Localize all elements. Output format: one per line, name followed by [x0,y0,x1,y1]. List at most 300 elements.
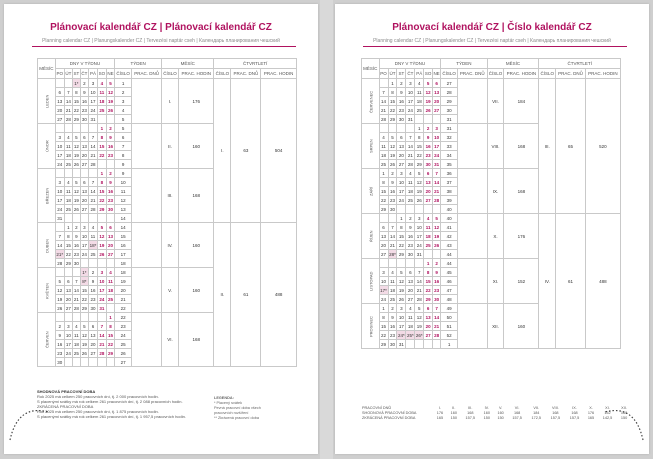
summary-value: 157,5 [465,415,476,420]
day-cell: 9 [406,223,415,232]
day-cell: 22 [99,197,105,203]
week-days [132,169,162,223]
calendar-table [37,58,297,367]
week-number: 20 [115,286,132,295]
day-cell [72,268,80,277]
header-month-summary: MĚSÍC [487,59,539,69]
subheader: ČÍSLO [539,69,556,79]
day-cell: 21 [73,296,79,302]
day-cell: 22 [389,107,395,113]
month-hours: 168 [178,313,214,367]
legend-line: S placenými svátky má rok celkem 261 pracovních dní, tj. 1 957,5 pracovních hodin. [37,414,186,419]
month-name: ČERVEN [38,313,56,367]
day-cell: 21 [99,341,105,347]
weekday-header: ČT [406,69,415,79]
day-cell: 11 [415,88,424,97]
month-hours: 160 [504,304,539,349]
day-cell [432,250,440,259]
day-cell: 14 [99,332,105,338]
day-cell: 29 [73,116,79,122]
summary-label: ZKRÁCENÁ PRACOVNÍ DOBA [362,415,416,420]
day-cell: 22 [398,242,404,248]
week-number: 45 [441,268,458,277]
summary-value: 150 [450,415,457,420]
day-cell [432,205,440,214]
subheader: ČÍSLO [115,69,132,79]
day-cell: 2 [72,223,80,232]
day-cell: 2 [80,79,88,88]
day-cell: 23 [389,332,395,338]
day-cell: 17 [99,287,105,293]
summary-value: 168 [552,410,559,415]
day-cell: 13 [55,97,64,106]
day-cell: 30 [389,206,395,212]
week-number: 9 [115,160,132,169]
header-week: TÝDEN [441,59,487,69]
week-number: 51 [441,322,458,331]
day-cell: 9 [424,133,433,142]
quarter-days: 65 [556,79,586,214]
week-days [132,313,162,367]
week-number: 41 [441,223,458,232]
day-cell: 4 [388,268,397,277]
day-cell [388,124,397,133]
month-hours: 176 [504,214,539,259]
day-cell [379,79,388,88]
day-cell: 20 [381,242,387,248]
month-name: SRPEN [362,124,380,169]
week-number: 26 [115,349,132,358]
day-cell: 31 [407,116,413,122]
week-number: 13 [115,205,132,214]
book-spine [320,0,333,459]
summary-value: 160 [620,410,628,415]
week-number: 12 [115,196,132,205]
day-cell: 29 [107,350,113,356]
summary-value: 157,5 [512,415,522,420]
day-cell [106,160,114,169]
day-cell: 8 [97,178,106,187]
day-cell: 16 [55,340,64,349]
day-cell: 1 [397,214,406,223]
day-cell: 16 [434,278,440,284]
day-cell: 29 [398,251,404,257]
day-cell: 4 [72,322,80,331]
day-cell: 9 [432,268,440,277]
summary-value: 172,5 [531,415,541,420]
summary-label: SHODNOVÁ PRACOVNÍ DOBA [362,410,417,415]
month-name: ZÁŘÍ [362,169,380,214]
week-number: 31 [441,115,458,124]
day-cell: 29 [65,260,71,266]
day-cell: 10 [81,233,87,239]
day-cell [72,313,80,322]
month-number: II. [162,124,179,169]
day-cell: 9 [388,313,397,322]
day-cell: 29 [81,305,87,311]
day-cell: 19 [73,152,79,158]
quarter-hours: 504 [261,79,297,223]
day-cell [55,223,64,232]
month-hours: 168 [504,124,539,169]
summary-value: XII. [621,405,627,410]
day-cell [88,259,97,268]
subheader: PRAC. HODIN [261,69,297,79]
week-number: 8 [115,151,132,160]
month-name: ŘÍJEN [362,214,380,259]
day-cell: 22 [99,152,105,158]
day-cell: 18 [389,287,395,293]
day-cell [64,124,72,133]
summary-value: I. [438,405,441,410]
day-cell: 23 [88,295,97,304]
day-cell: 9 [55,331,64,340]
day-cell: 6 [432,79,440,88]
weekday-header: PO [379,69,388,79]
day-cell [424,340,433,349]
day-cell: 11 [425,224,431,230]
day-cell: 1 [379,169,388,178]
day-cell: 2 [106,169,114,178]
day-cell: 23 [425,152,431,158]
day-cell: 31 [434,161,440,167]
subheader: ČÍSLO [441,69,458,79]
day-cell: 1 [106,313,114,322]
day-cell: 27 [65,305,71,311]
day-cell: 14 [88,142,97,151]
day-cell [55,79,64,88]
summary-value: III. [468,405,473,410]
week-days [132,124,162,169]
day-cell: 15 [73,98,79,104]
week-number: 24 [115,331,132,340]
legend-line: ZKRÁCENÁ PRACOVNÍ DOBA [37,404,94,409]
day-cell: 5 [415,304,424,313]
month-hours: 152 [504,259,539,304]
day-cell: 6 [397,133,406,142]
day-cell: 29 [416,161,422,167]
day-cell: 26 [73,206,79,212]
week-days [457,169,487,214]
day-cell: 28 [407,161,413,167]
day-cell: 16 [88,286,97,295]
week-number: 40 [441,205,458,214]
day-cell: 21 [88,196,97,205]
day-cell: 7 [415,268,424,277]
day-cell: 6 [64,277,72,286]
week-number: 47 [441,286,458,295]
day-cell: 10 [55,142,64,151]
month-hours: 160 [178,268,214,313]
day-cell: 3 [379,268,388,277]
day-cell: 16 [389,188,395,194]
weekday-header: PÁ [88,69,97,79]
day-cell: 14 [434,314,440,320]
day-cell: 14 [55,241,64,250]
day-cell [72,169,80,178]
day-cell [379,214,388,223]
weekday-header: PO [55,69,64,79]
day-cell: 13 [107,233,113,239]
day-cell: 16 [398,98,404,104]
day-cell: 20 [81,152,87,158]
day-cell: 23 [81,107,87,113]
day-cell: 3 [55,133,64,142]
week-number: 18 [115,268,132,277]
day-cell: 27 [381,251,387,257]
day-cell [106,214,114,223]
day-cell: 19 [398,287,404,293]
month-hours: 168 [178,169,214,223]
week-number: 32 [441,133,458,142]
day-cell: 25 [107,296,113,302]
day-cell: 3 [406,79,415,88]
day-cell [72,358,80,367]
day-cell: 27 [81,161,87,167]
week-days [457,304,487,349]
month-name: ÚNOR [38,124,56,169]
day-cell: 30 [398,116,404,122]
day-cell: 15 [65,242,71,248]
day-cell: 5 [424,79,433,88]
legend2-lines [214,401,309,421]
week-number: 36 [441,169,458,178]
week-number: 37 [441,178,458,187]
week-days [457,259,487,304]
day-cell [64,358,72,367]
day-cell: 3 [64,322,72,331]
day-cell: 13 [425,179,431,185]
month-name: ČERVENEC [362,79,380,124]
day-cell: 16 [73,242,79,248]
day-cell: 3 [415,214,424,223]
day-cell [424,250,433,259]
day-cell: 1 [97,124,106,133]
day-cell: 21 [434,323,440,329]
week-days [132,223,162,268]
day-cell: 19 [107,98,113,104]
day-cell [72,214,80,223]
day-cell: 17* [380,287,387,293]
day-cell: 19 [389,152,395,158]
day-cell: 28* [389,251,396,257]
day-cell: 8 [106,322,114,331]
day-cell: 21 [434,188,440,194]
day-cell: 31 [99,305,105,311]
day-cell: 6 [80,133,88,142]
day-cell: 4 [106,268,114,277]
summary-value: II. [452,405,456,410]
day-cell: 23 [434,287,440,293]
day-cell: 19 [416,188,422,194]
day-cell: 7 [88,133,97,142]
table-row [38,223,297,232]
day-cell: 12 [73,143,79,149]
week-number: 28 [441,88,458,97]
summary-value: X. [589,405,593,410]
day-cell: 25 [65,206,71,212]
legend-line: Rok 2025 má celkem 250 pracovních dní, tj. 1 875 pracovních hodin. [37,409,159,414]
legend-title: SHODNOVÁ PRACOVNÍ DOBA [37,389,96,394]
day-cell: 29 [99,206,105,212]
week-number: 44 [441,259,458,268]
day-cell: 22 [107,341,113,347]
day-cell: 8 [97,133,106,142]
day-cell: 10 [434,134,440,140]
subheader: ČÍSLO [162,69,179,79]
day-cell: 13 [81,143,87,149]
day-cell: 21 [407,152,413,158]
day-cell: 5 [72,133,80,142]
day-cell: 18 [107,287,113,293]
day-cell: 5 [106,79,114,88]
summary-value: 157,5 [569,415,580,420]
day-cell: 2 [388,304,397,313]
day-cell: 26 [416,197,422,203]
day-cell: 30 [88,304,97,313]
summary-value: 160 [450,410,457,415]
weekday-header: ČT [80,69,88,79]
day-cell: 5 [415,169,424,178]
week-days [457,124,487,169]
month-hours: 168 [504,169,539,214]
quarter-days: 61 [556,214,586,349]
day-cell: 17 [434,143,440,149]
day-cell: 24 [381,296,387,302]
day-cell: 8 [379,313,388,322]
day-cell: 19 [73,197,79,203]
day-cell [424,205,433,214]
day-cell: 7 [97,322,106,331]
day-cell: 19 [55,295,64,304]
week-number: 21 [115,295,132,304]
week-number: 34 [441,151,458,160]
day-cell: 21 [88,151,97,160]
day-cell [397,124,406,133]
day-cell: 26 [425,107,431,113]
summary-value: 168 [513,410,521,415]
calendar-table [361,58,621,349]
day-cell [64,169,72,178]
day-cell: 27 [407,296,413,302]
week-number: 11 [115,187,132,196]
day-cell [97,259,106,268]
day-cell: 9 [80,88,88,97]
week-number: 9 [115,169,132,178]
day-cell: 10 [407,89,413,95]
day-cell [88,313,97,322]
summary-value: VIII. [551,405,559,410]
day-cell [80,259,88,268]
day-cell: 1 [415,124,424,133]
day-cell [106,358,114,367]
subheader: PRAC. DNŮ [231,69,261,79]
day-cell: 6 [80,178,88,187]
day-cell [80,214,88,223]
header-month-summary: MĚSÍC [162,59,214,69]
subheader: PRAC. DNŮ [457,69,487,79]
day-cell: 1* [82,269,87,275]
month-number: XII. [487,304,504,349]
day-cell: 20 [398,152,404,158]
title-rule [363,46,627,47]
week-number: 52 [441,331,458,340]
day-cell: 7 [72,277,80,286]
day-cell: 16 [407,233,413,239]
day-cell [397,259,406,268]
day-cell: 30 [73,260,79,266]
week-number: 44 [441,250,458,259]
day-cell: 6 [379,223,388,232]
day-cell: 2 [424,124,433,133]
day-cell: 12 [73,188,79,194]
weekday-header: ST [397,69,406,79]
day-cell: 5 [55,277,64,286]
day-cell: 16 [81,98,87,104]
day-cell: 28 [73,305,79,311]
day-cell: 17 [55,151,64,160]
spiral-decoration-icon [585,402,645,442]
day-cell: 10 [88,88,97,97]
day-cell: 23 [107,152,113,158]
day-cell: 3 [432,124,440,133]
day-cell: 25* [406,332,414,338]
week-number: 15 [115,232,132,241]
day-cell [406,340,415,349]
week-number: 1 [115,79,132,88]
week-number: 17 [115,250,132,259]
day-cell [64,313,72,322]
day-cell [415,205,424,214]
day-cell: 14 [389,233,395,239]
header-weekdays: DNY V TÝDNU [55,59,114,69]
day-cell: 5 [80,322,88,331]
day-cell: 7 [432,304,440,313]
day-cell [88,358,97,367]
day-cell: 2 [397,79,406,88]
day-cell: 26 [434,242,440,248]
day-cell: 16 [389,323,395,329]
week-number: 1 [441,340,458,349]
day-cell: 18 [416,98,422,104]
day-cell: 20 [65,296,71,302]
day-cell: 3 [397,169,406,178]
day-cell: 22 [381,197,387,203]
day-cell [406,259,415,268]
day-cell: 11 [379,142,388,151]
day-cell: 28 [434,332,440,338]
day-cell [64,214,72,223]
week-number: 6 [115,133,132,142]
day-cell: 24 [81,251,87,257]
week-number: 48 [441,295,458,304]
subheader: ČÍSLO [214,69,231,79]
week-number: 39 [441,196,458,205]
day-cell: 20 [107,242,113,248]
day-cell: 23 [107,197,113,203]
day-cell: 25 [99,107,105,113]
day-cell [379,124,388,133]
day-cell: 12 [81,332,87,338]
day-cell: 4 [97,79,106,88]
day-cell: 13 [65,287,71,293]
right-page [335,4,649,454]
day-cell: 18 [381,152,387,158]
week-number: 14 [115,223,132,232]
day-cell: 19 [425,98,431,104]
summary-value: XI. [605,405,610,410]
legend2-title: LEGENDA: [214,396,234,400]
